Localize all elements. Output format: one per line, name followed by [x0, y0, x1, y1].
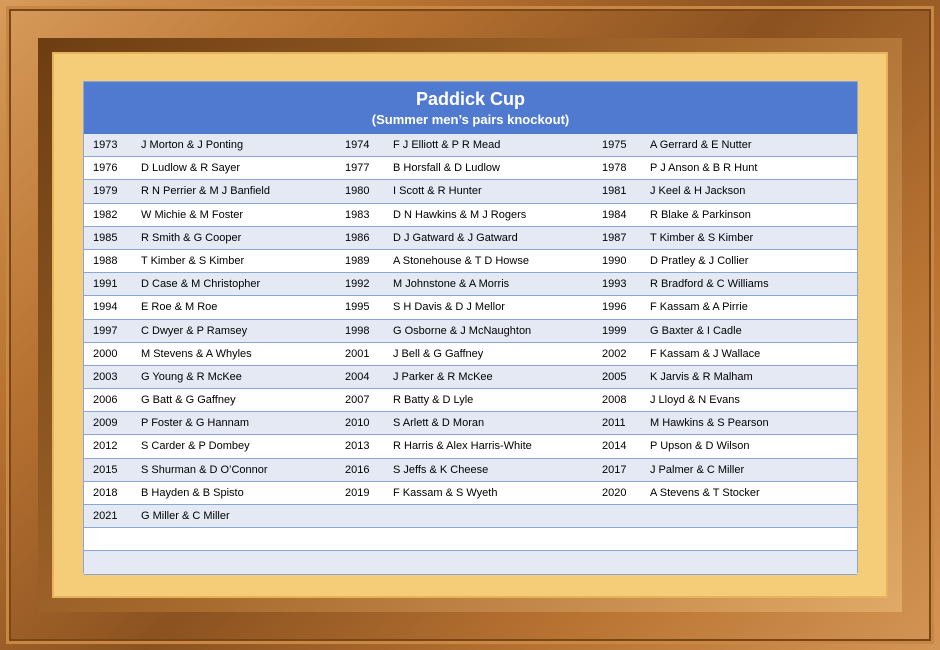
- winners-cell: J Palmer & C Miller: [650, 463, 745, 476]
- year-cell: 2009: [93, 417, 118, 430]
- winners-cell: J Parker & R McKee: [393, 370, 493, 383]
- table-row: [84, 204, 857, 227]
- year-cell: 2008: [602, 394, 627, 407]
- year-cell: 2016: [345, 463, 370, 476]
- winners-cell: R N Perrier & M J Banfield: [141, 185, 270, 198]
- winners-cell: D J Gatward & J Gatward: [393, 231, 518, 244]
- winners-cell: A Stevens & T Stocker: [650, 486, 760, 499]
- year-cell: 1997: [93, 324, 118, 337]
- winners-cell: D Case & M Christopher: [141, 278, 261, 291]
- table-row: [84, 296, 857, 319]
- winners-cell: G Young & R McKee: [141, 370, 242, 383]
- winners-cell: R Bradford & C Williams: [650, 278, 769, 291]
- table-row: [84, 366, 857, 389]
- winners-cell: J Keel & H Jackson: [650, 185, 746, 198]
- year-cell: 2007: [345, 394, 370, 407]
- year-cell: 1977: [345, 162, 370, 175]
- year-cell: 2020: [602, 486, 627, 499]
- winners-cell: R Smith & G Cooper: [141, 231, 242, 244]
- table-row: [84, 389, 857, 412]
- winners-cell: C Dwyer & P Ramsey: [141, 324, 248, 337]
- year-cell: 1973: [93, 139, 118, 151]
- winners-cell: G Osborne & J McNaughton: [393, 324, 532, 337]
- table-header: [84, 82, 857, 134]
- table-row: [84, 180, 857, 203]
- winners-cell: R Harris & Alex Harris-White: [393, 440, 532, 453]
- winners-cell: S Jeffs & K Cheese: [393, 463, 489, 476]
- winners-cell: R Batty & D Lyle: [393, 394, 474, 407]
- year-cell: 2004: [345, 370, 370, 383]
- year-cell: 2015: [93, 463, 118, 476]
- winners-cell: S Shurman & D O’Connor: [141, 463, 268, 476]
- winners-cell: F Kassam & S Wyeth: [393, 486, 498, 499]
- table-row: [84, 505, 857, 528]
- table-row: [84, 412, 857, 435]
- year-cell: 1984: [602, 208, 627, 221]
- winners-cell: F Kassam & J Wallace: [650, 347, 761, 360]
- year-cell: 2019: [345, 486, 370, 499]
- winners-cell: E Roe & M Roe: [141, 301, 218, 314]
- table-row: [84, 551, 857, 574]
- year-cell: 1981: [602, 185, 627, 198]
- year-cell: 1980: [345, 185, 370, 198]
- table-row: [84, 435, 857, 458]
- year-cell: 1992: [345, 278, 370, 291]
- table-body: [84, 134, 857, 575]
- page-title: Paddick Cup: [415, 89, 526, 109]
- winners-cell: J Bell & G Gaffney: [393, 347, 484, 360]
- year-cell: 2014: [602, 440, 627, 453]
- winners-cell: M Hawkins & S Pearson: [650, 417, 769, 430]
- winners-cell: B Hayden & B Spisto: [141, 486, 244, 499]
- winners-cell: G Baxter & I Cadle: [650, 324, 742, 337]
- winners-cell: P J Anson & B R Hunt: [650, 162, 758, 175]
- table-row: [84, 273, 857, 296]
- winners-cell: J Morton & J Ponting: [141, 139, 244, 151]
- year-cell: 2021: [93, 510, 118, 522]
- winners-cell: S Arlett & D Moran: [393, 417, 485, 430]
- winners-cell: D Pratley & J Collier: [650, 254, 749, 267]
- year-cell: 1983: [345, 208, 370, 221]
- year-cell: 1986: [345, 231, 370, 244]
- winners-cell: D Ludlow & R Sayer: [141, 162, 241, 175]
- year-cell: 1985: [93, 231, 118, 244]
- table-row: [84, 250, 857, 273]
- table-row: [84, 227, 857, 250]
- year-cell: 2013: [345, 440, 370, 453]
- year-cell: 2005: [602, 370, 627, 383]
- year-cell: 1982: [93, 208, 118, 221]
- winners-cell: I Scott & R Hunter: [393, 185, 482, 198]
- winners-cell: A Stonehouse & T D Howse: [393, 254, 529, 267]
- winners-cell: F J Elliott & P R Mead: [393, 139, 501, 151]
- year-cell: 1974: [345, 139, 370, 151]
- year-cell: 1998: [345, 324, 370, 337]
- winners-cell: P Upson & D Wilson: [650, 440, 750, 453]
- winners-cell: T Kimber & S Kimber: [141, 254, 245, 267]
- year-cell: 1996: [602, 301, 627, 314]
- table-row: [84, 459, 857, 482]
- table-row: [84, 343, 857, 366]
- year-cell: 2012: [93, 440, 118, 453]
- year-cell: 1994: [93, 301, 118, 314]
- winners-cell: A Gerrard & E Nutter: [650, 139, 752, 151]
- year-cell: 2018: [93, 486, 118, 499]
- winners-cell: M Johnstone & A Morris: [393, 278, 510, 291]
- year-cell: 1999: [602, 324, 627, 337]
- winners-cell: G Batt & G Gaffney: [141, 394, 236, 407]
- year-cell: 2001: [345, 347, 370, 360]
- year-cell: 1976: [93, 162, 118, 175]
- page-subtitle: (Summer men’s pairs knockout): [371, 112, 570, 127]
- winners-cell: W Michie & M Foster: [141, 208, 244, 221]
- winners-cell: G Miller & C Miller: [141, 510, 230, 522]
- winners-cell: T Kimber & S Kimber: [650, 231, 754, 244]
- winners-cell: B Horsfall & D Ludlow: [393, 162, 500, 175]
- year-cell: 1993: [602, 278, 627, 291]
- year-cell: 2003: [93, 370, 118, 383]
- winners-cell: F Kassam & A Pirrie: [650, 301, 748, 314]
- year-cell: 1975: [602, 139, 627, 151]
- winners-cell: S Carder & P Dombey: [141, 440, 250, 453]
- year-cell: 2000: [93, 347, 118, 360]
- year-cell: 1989: [345, 254, 370, 267]
- year-cell: 1988: [93, 254, 118, 267]
- year-cell: 1995: [345, 301, 370, 314]
- year-cell: 1978: [602, 162, 627, 175]
- table-row: [84, 134, 857, 157]
- table-row: [84, 157, 857, 180]
- winners-cell: S H Davis & D J Mellor: [393, 301, 505, 314]
- year-cell: 1979: [93, 185, 118, 198]
- year-cell: 2006: [93, 394, 118, 407]
- winners-cell: J Lloyd & N Evans: [650, 394, 740, 407]
- table-row: [84, 320, 857, 343]
- year-cell: 2010: [345, 417, 370, 430]
- year-cell: 2011: [602, 417, 626, 430]
- year-cell: 2002: [602, 347, 627, 360]
- winners-cell: R Blake & Parkinson: [650, 208, 751, 221]
- winners-cell: P Foster & G Hannam: [141, 417, 250, 430]
- winners-cell: D N Hawkins & M J Rogers: [393, 208, 527, 221]
- year-cell: 2017: [602, 463, 627, 476]
- winners-cell: K Jarvis & R Malham: [650, 370, 753, 383]
- table-row: [84, 528, 857, 551]
- winners-table: [83, 81, 858, 573]
- table-row: [84, 482, 857, 505]
- year-cell: 1991: [93, 278, 118, 291]
- year-cell: 1990: [602, 254, 627, 267]
- year-cell: 1987: [602, 231, 627, 244]
- winners-cell: M Stevens & A Whyles: [141, 347, 252, 360]
